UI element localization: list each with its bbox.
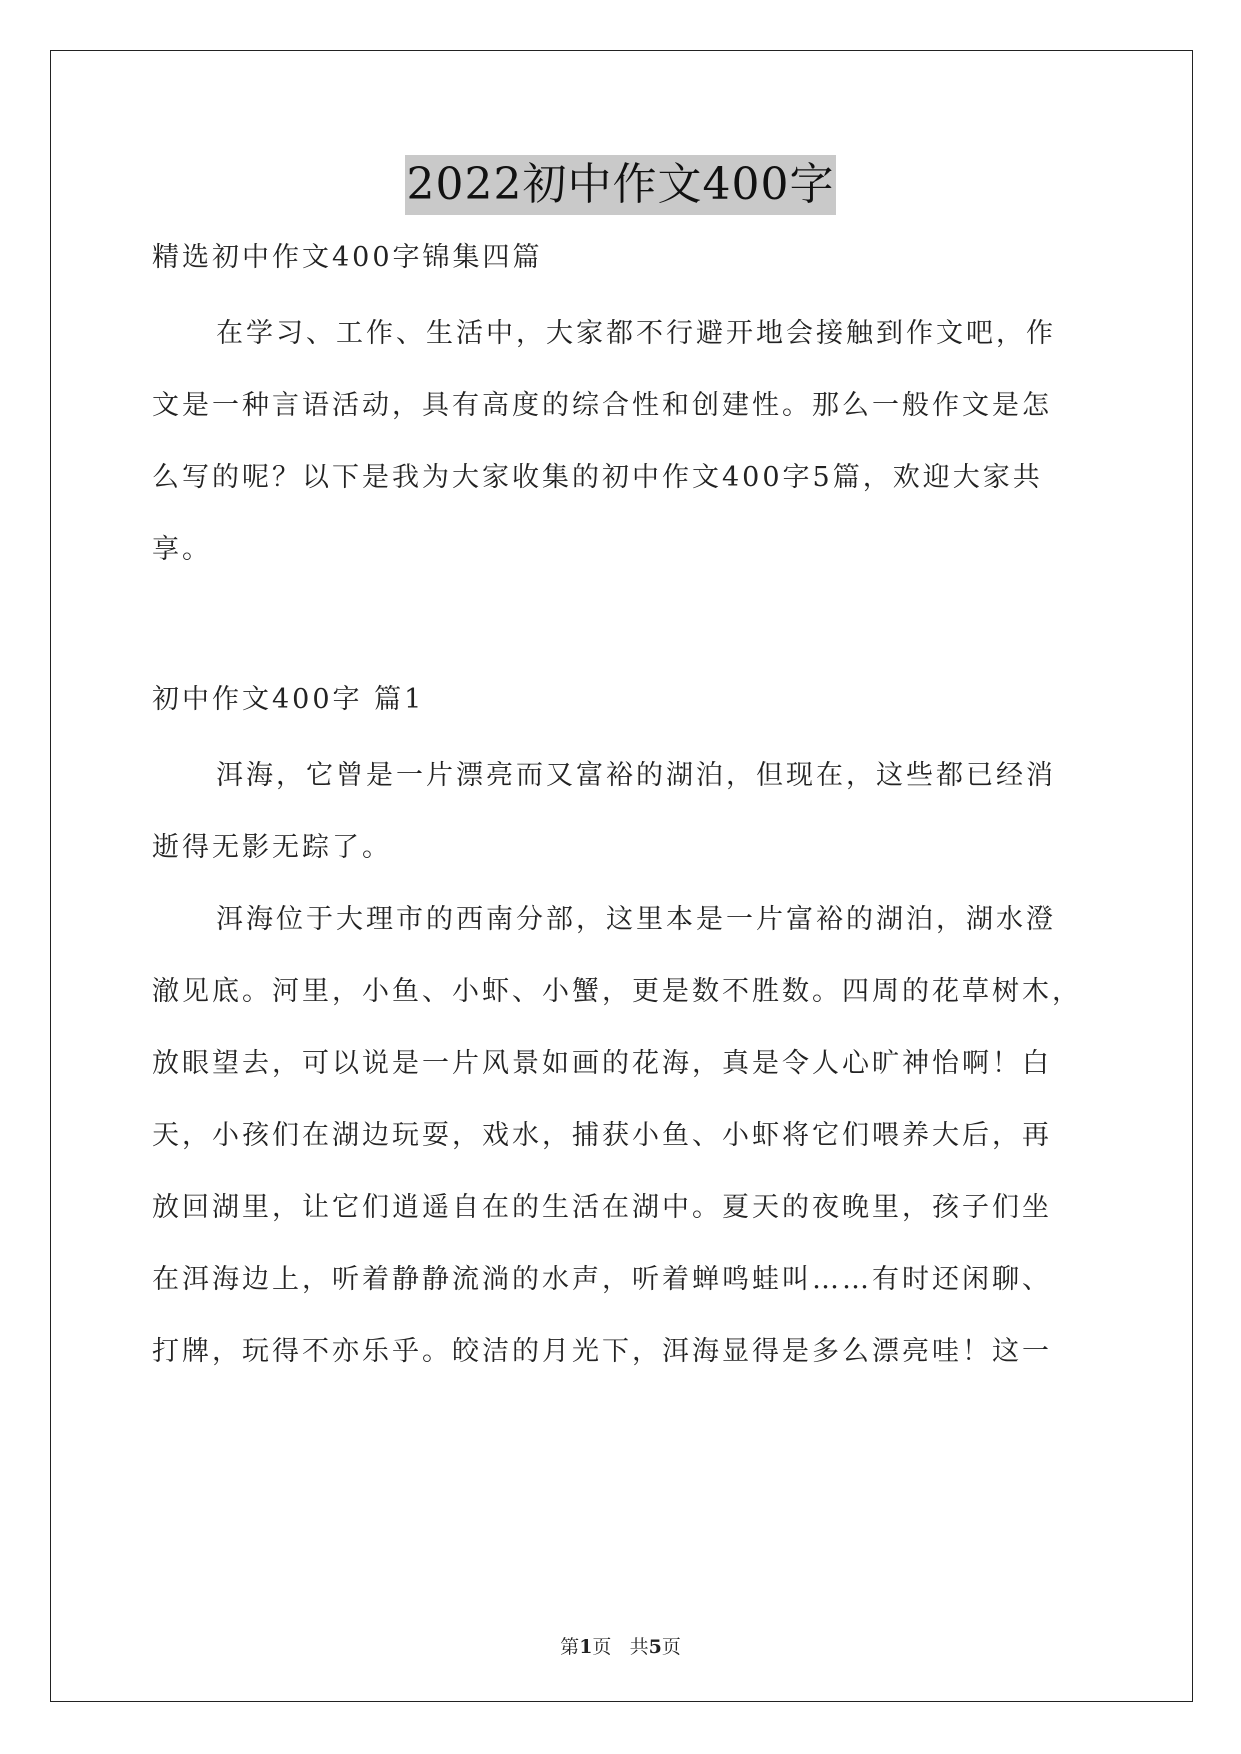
paragraph-line: 在洱海边上，听着静静流淌的水声，听着蝉鸣蛙叫……有时还闲聊、 — [152, 1264, 1052, 1295]
footer-page-prefix: 第 — [560, 1636, 580, 1658]
intro-line: 享。 — [152, 534, 212, 565]
paragraph-line: 逝得无影无踪了。 — [152, 832, 392, 863]
paragraph-line: 打牌，玩得不亦乐乎。皎洁的月光下，洱海显得是多么漂亮哇！这一 — [152, 1336, 1052, 1367]
title-container — [0, 155, 1241, 215]
paragraph-line: 洱海位于大理市的西南分部，这里本是一片富裕的湖泊，湖水澄 — [216, 904, 1056, 935]
section-heading: 初中作文400字 篇1 — [152, 684, 425, 715]
intro-line: 么写的呢？以下是我为大家收集的初中作文400字5篇，欢迎大家共 — [152, 462, 1043, 493]
paragraph-line: 洱海，它曾是一片漂亮而又富裕的湖泊，但现在，这些都已经消 — [216, 760, 1056, 791]
footer-page-number: 1 — [579, 1636, 593, 1658]
paragraph-line: 天，小孩们在湖边玩耍，戏水，捕获小鱼、小虾将它们喂养大后，再 — [152, 1120, 1052, 1151]
page-footer — [0, 1632, 1241, 1659]
paragraph-line: 放回湖里，让它们逍遥自在的生活在湖中。夏天的夜晚里，孩子们坐 — [152, 1192, 1052, 1223]
paragraph-line: 澈见底。河里，小鱼、小虾、小蟹，更是数不胜数。四周的花草树木， — [152, 976, 1082, 1007]
footer-total-pages: 5 — [648, 1636, 662, 1658]
document-title: 2022初中作文400字 — [405, 155, 837, 215]
footer-total-suffix: 页 — [661, 1636, 681, 1658]
document-subtitle: 精选初中作文400字锦集四篇 — [152, 242, 543, 273]
page-border — [50, 50, 1193, 1702]
intro-line: 文是一种言语活动，具有高度的综合性和创建性。那么一般作文是怎 — [152, 390, 1052, 421]
intro-line: 在学习、工作、生活中，大家都不行避开地会接触到作文吧，作 — [216, 318, 1056, 349]
footer-page-suffix: 页 — [592, 1636, 612, 1658]
footer-total-prefix: 共 — [629, 1636, 649, 1658]
paragraph-line: 放眼望去，可以说是一片风景如画的花海，真是令人心旷神怡啊！白 — [152, 1048, 1052, 1079]
